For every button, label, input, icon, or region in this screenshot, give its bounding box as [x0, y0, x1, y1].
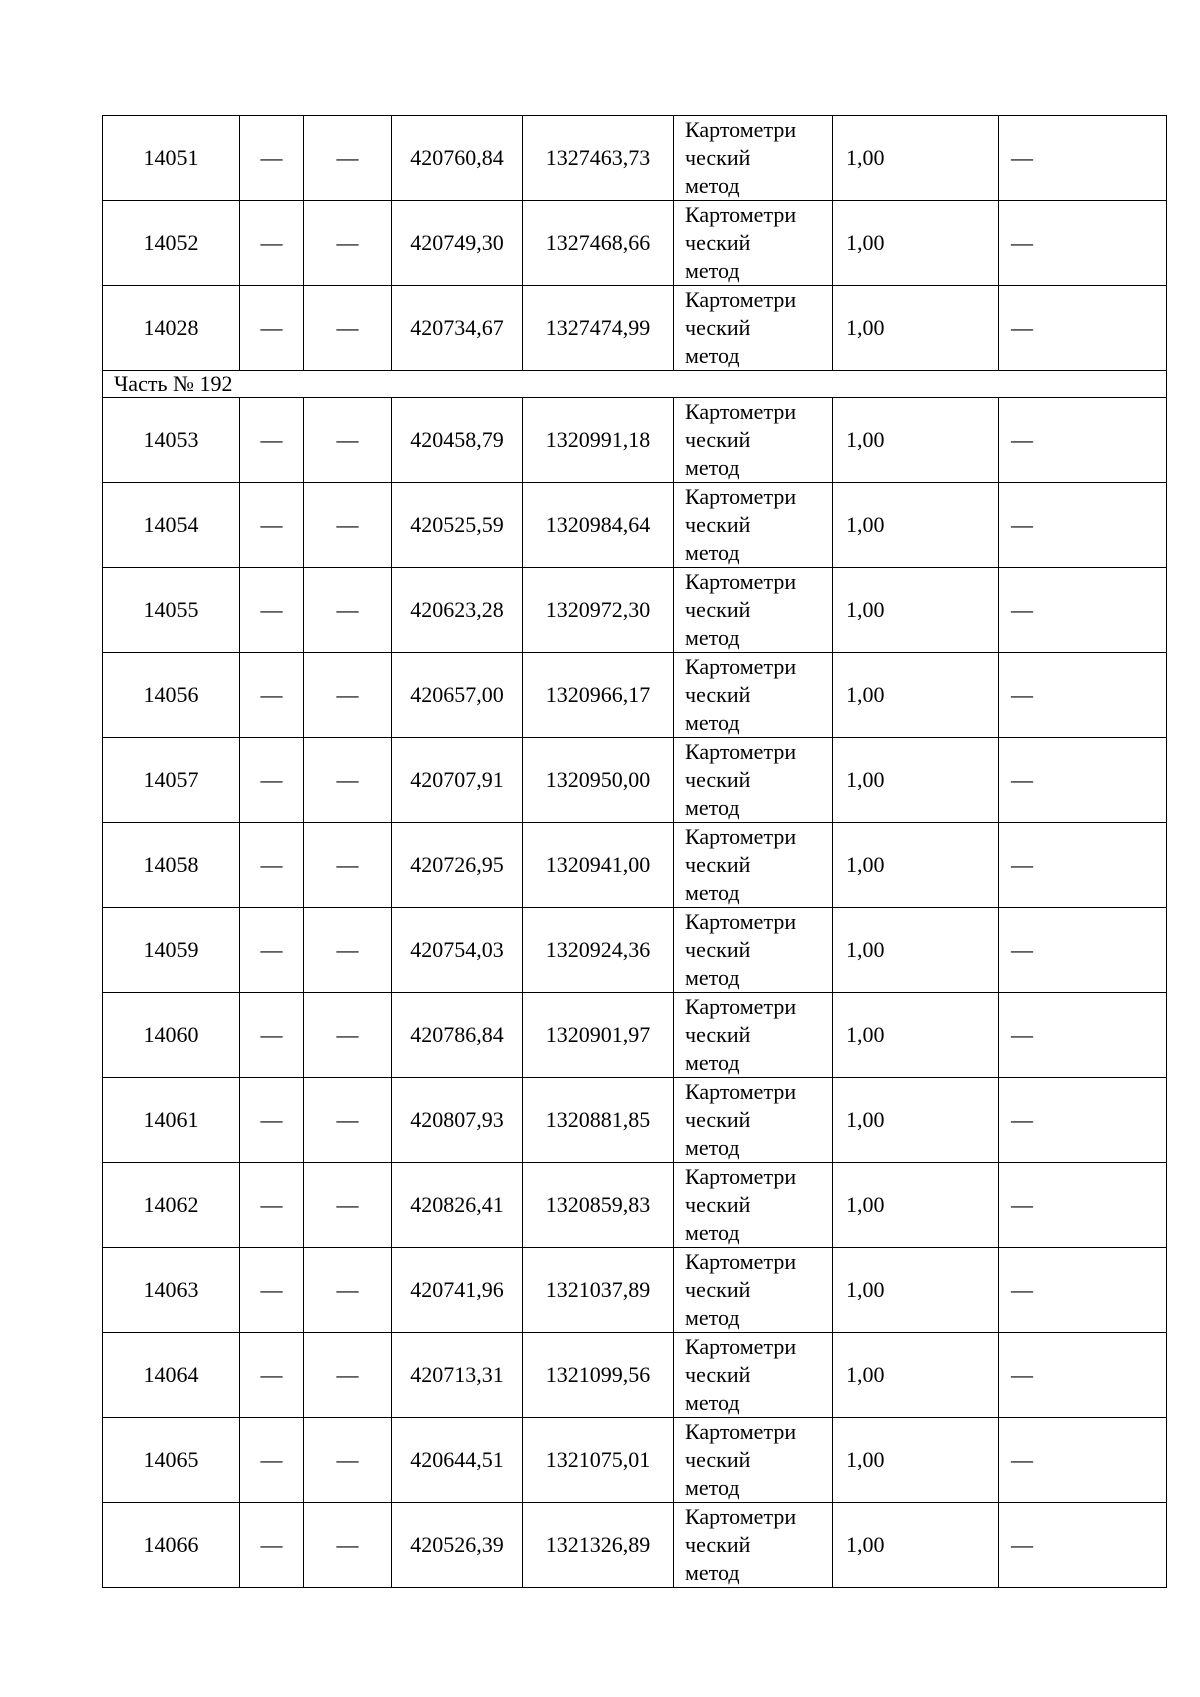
- description-cell: —: [999, 568, 1167, 653]
- point-number-cell: 14066: [103, 1503, 240, 1588]
- old-y-cell: —: [304, 653, 392, 738]
- description-cell: —: [999, 653, 1167, 738]
- x-coordinate-cell: 420807,93: [392, 1078, 523, 1163]
- old-y-cell: —: [304, 1163, 392, 1248]
- old-y-cell: —: [304, 201, 392, 286]
- method-cell: [674, 653, 833, 738]
- old-y-cell: —: [304, 1248, 392, 1333]
- old-y-cell: —: [304, 483, 392, 568]
- accuracy-cell: 1,00: [833, 1078, 999, 1163]
- accuracy-cell: 1,00: [833, 483, 999, 568]
- method-text: Картометри ческий метод: [685, 994, 797, 1075]
- accuracy-cell: 1,00: [833, 1248, 999, 1333]
- accuracy-cell: 1,00: [833, 1333, 999, 1418]
- old-x-cell: —: [240, 993, 304, 1078]
- point-number-cell: 14051: [103, 116, 240, 201]
- method-text: Картометри ческий метод: [685, 1164, 797, 1245]
- point-number-cell: 14052: [103, 201, 240, 286]
- description-cell: —: [999, 1418, 1167, 1503]
- table-row: [103, 1078, 1167, 1163]
- accuracy-cell: 1,00: [833, 201, 999, 286]
- coordinates-table-body: [103, 116, 1167, 1588]
- method-text: Картометри ческий метод: [685, 117, 797, 198]
- old-x-cell: —: [240, 738, 304, 823]
- method-cell: [674, 1333, 833, 1418]
- y-coordinate-cell: 1320966,17: [523, 653, 674, 738]
- part-header-row: [103, 371, 1167, 398]
- method-cell: [674, 1163, 833, 1248]
- x-coordinate-cell: 420741,96: [392, 1248, 523, 1333]
- old-x-cell: —: [240, 568, 304, 653]
- table-row: [103, 1418, 1167, 1503]
- old-y-cell: —: [304, 1333, 392, 1418]
- y-coordinate-cell: 1320901,97: [523, 993, 674, 1078]
- point-number-cell: 14061: [103, 1078, 240, 1163]
- x-coordinate-cell: 420760,84: [392, 116, 523, 201]
- y-coordinate-cell: 1321075,01: [523, 1418, 674, 1503]
- y-coordinate-cell: 1320924,36: [523, 908, 674, 993]
- x-coordinate-cell: 420713,31: [392, 1333, 523, 1418]
- accuracy-cell: 1,00: [833, 653, 999, 738]
- y-coordinate-cell: 1327468,66: [523, 201, 674, 286]
- y-coordinate-cell: 1327474,99: [523, 286, 674, 371]
- old-x-cell: —: [240, 1333, 304, 1418]
- y-coordinate-cell: 1320859,83: [523, 1163, 674, 1248]
- table-row: [103, 568, 1167, 653]
- method-text: Картометри ческий метод: [685, 484, 797, 565]
- description-cell: —: [999, 116, 1167, 201]
- x-coordinate-cell: 420826,41: [392, 1163, 523, 1248]
- table-row: [103, 993, 1167, 1078]
- old-y-cell: —: [304, 116, 392, 201]
- point-number-cell: 14062: [103, 1163, 240, 1248]
- method-text: Картометри ческий метод: [685, 1334, 797, 1415]
- table-row: [103, 738, 1167, 823]
- method-cell: [674, 286, 833, 371]
- accuracy-cell: 1,00: [833, 1163, 999, 1248]
- point-number-cell: 14063: [103, 1248, 240, 1333]
- method-text: Картометри ческий метод: [685, 824, 797, 905]
- accuracy-cell: 1,00: [833, 1418, 999, 1503]
- part-label: Часть № 192: [103, 371, 1167, 398]
- y-coordinate-cell: 1321099,56: [523, 1333, 674, 1418]
- point-number-cell: 14058: [103, 823, 240, 908]
- x-coordinate-cell: 420749,30: [392, 201, 523, 286]
- point-number-cell: 14059: [103, 908, 240, 993]
- old-x-cell: —: [240, 1418, 304, 1503]
- description-cell: —: [999, 1333, 1167, 1418]
- method-cell: [674, 1503, 833, 1588]
- x-coordinate-cell: 420657,00: [392, 653, 523, 738]
- method-text: Картометри ческий метод: [685, 909, 797, 990]
- table-row: [103, 908, 1167, 993]
- table-row: [103, 1248, 1167, 1333]
- table-row: [103, 116, 1167, 201]
- table-row: [103, 398, 1167, 483]
- y-coordinate-cell: 1320881,85: [523, 1078, 674, 1163]
- method-text: Картометри ческий метод: [685, 569, 797, 650]
- description-cell: —: [999, 398, 1167, 483]
- method-cell: [674, 1078, 833, 1163]
- x-coordinate-cell: 420644,51: [392, 1418, 523, 1503]
- method-text: Картометри ческий метод: [685, 1504, 797, 1585]
- x-coordinate-cell: 420526,39: [392, 1503, 523, 1588]
- y-coordinate-cell: 1320984,64: [523, 483, 674, 568]
- y-coordinate-cell: 1320941,00: [523, 823, 674, 908]
- y-coordinate-cell: 1320991,18: [523, 398, 674, 483]
- point-number-cell: 14053: [103, 398, 240, 483]
- method-cell: [674, 398, 833, 483]
- table-row: [103, 286, 1167, 371]
- y-coordinate-cell: 1321326,89: [523, 1503, 674, 1588]
- y-coordinate-cell: 1327463,73: [523, 116, 674, 201]
- method-cell: [674, 201, 833, 286]
- description-cell: —: [999, 483, 1167, 568]
- description-cell: —: [999, 738, 1167, 823]
- method-cell: [674, 568, 833, 653]
- old-x-cell: —: [240, 398, 304, 483]
- old-x-cell: —: [240, 823, 304, 908]
- old-y-cell: —: [304, 286, 392, 371]
- point-number-cell: 14056: [103, 653, 240, 738]
- x-coordinate-cell: 420458,79: [392, 398, 523, 483]
- coordinates-table: [102, 115, 1167, 1588]
- method-text: Картометри ческий метод: [685, 399, 797, 480]
- table-row: [103, 653, 1167, 738]
- method-text: Картометри ческий метод: [685, 202, 797, 283]
- table-row: [103, 201, 1167, 286]
- accuracy-cell: 1,00: [833, 993, 999, 1078]
- accuracy-cell: 1,00: [833, 1503, 999, 1588]
- old-y-cell: —: [304, 568, 392, 653]
- point-number-cell: 14028: [103, 286, 240, 371]
- table-row: [103, 1333, 1167, 1418]
- description-cell: —: [999, 1248, 1167, 1333]
- old-x-cell: —: [240, 653, 304, 738]
- old-x-cell: —: [240, 116, 304, 201]
- accuracy-cell: 1,00: [833, 286, 999, 371]
- method-cell: [674, 1418, 833, 1503]
- point-number-cell: 14057: [103, 738, 240, 823]
- method-cell: [674, 823, 833, 908]
- accuracy-cell: 1,00: [833, 823, 999, 908]
- method-text: Картометри ческий метод: [685, 654, 797, 735]
- accuracy-cell: 1,00: [833, 568, 999, 653]
- x-coordinate-cell: 420707,91: [392, 738, 523, 823]
- old-x-cell: —: [240, 201, 304, 286]
- description-cell: —: [999, 823, 1167, 908]
- old-y-cell: —: [304, 738, 392, 823]
- method-text: Картометри ческий метод: [685, 287, 797, 368]
- description-cell: —: [999, 286, 1167, 371]
- accuracy-cell: 1,00: [833, 738, 999, 823]
- old-x-cell: —: [240, 1248, 304, 1333]
- x-coordinate-cell: 420786,84: [392, 993, 523, 1078]
- old-x-cell: —: [240, 1163, 304, 1248]
- accuracy-cell: 1,00: [833, 116, 999, 201]
- method-cell: [674, 738, 833, 823]
- old-y-cell: —: [304, 908, 392, 993]
- method-text: Картометри ческий метод: [685, 1419, 797, 1500]
- point-number-cell: 14060: [103, 993, 240, 1078]
- point-number-cell: 14064: [103, 1333, 240, 1418]
- x-coordinate-cell: 420734,67: [392, 286, 523, 371]
- old-x-cell: —: [240, 286, 304, 371]
- description-cell: —: [999, 1163, 1167, 1248]
- table-row: [103, 823, 1167, 908]
- description-cell: —: [999, 993, 1167, 1078]
- point-number-cell: 14054: [103, 483, 240, 568]
- table-row: [103, 483, 1167, 568]
- y-coordinate-cell: 1320950,00: [523, 738, 674, 823]
- old-y-cell: —: [304, 1078, 392, 1163]
- y-coordinate-cell: 1321037,89: [523, 1248, 674, 1333]
- method-cell: [674, 1248, 833, 1333]
- x-coordinate-cell: 420726,95: [392, 823, 523, 908]
- method-cell: [674, 483, 833, 568]
- y-coordinate-cell: 1320972,30: [523, 568, 674, 653]
- method-text: Картометри ческий метод: [685, 1079, 797, 1160]
- old-x-cell: —: [240, 483, 304, 568]
- method-text: Картометри ческий метод: [685, 1249, 797, 1330]
- old-y-cell: —: [304, 398, 392, 483]
- description-cell: —: [999, 1503, 1167, 1588]
- old-y-cell: —: [304, 993, 392, 1078]
- accuracy-cell: 1,00: [833, 908, 999, 993]
- accuracy-cell: 1,00: [833, 398, 999, 483]
- old-x-cell: —: [240, 1078, 304, 1163]
- method-cell: [674, 908, 833, 993]
- x-coordinate-cell: 420623,28: [392, 568, 523, 653]
- old-y-cell: —: [304, 1418, 392, 1503]
- old-x-cell: —: [240, 1503, 304, 1588]
- method-cell: [674, 993, 833, 1078]
- description-cell: —: [999, 1078, 1167, 1163]
- description-cell: —: [999, 201, 1167, 286]
- point-number-cell: 14065: [103, 1418, 240, 1503]
- table-row: [103, 1163, 1167, 1248]
- old-y-cell: —: [304, 1503, 392, 1588]
- old-y-cell: —: [304, 823, 392, 908]
- x-coordinate-cell: 420525,59: [392, 483, 523, 568]
- point-number-cell: 14055: [103, 568, 240, 653]
- old-x-cell: —: [240, 908, 304, 993]
- x-coordinate-cell: 420754,03: [392, 908, 523, 993]
- description-cell: —: [999, 908, 1167, 993]
- method-text: Картометри ческий метод: [685, 739, 797, 820]
- method-cell: [674, 116, 833, 201]
- table-row: [103, 1503, 1167, 1588]
